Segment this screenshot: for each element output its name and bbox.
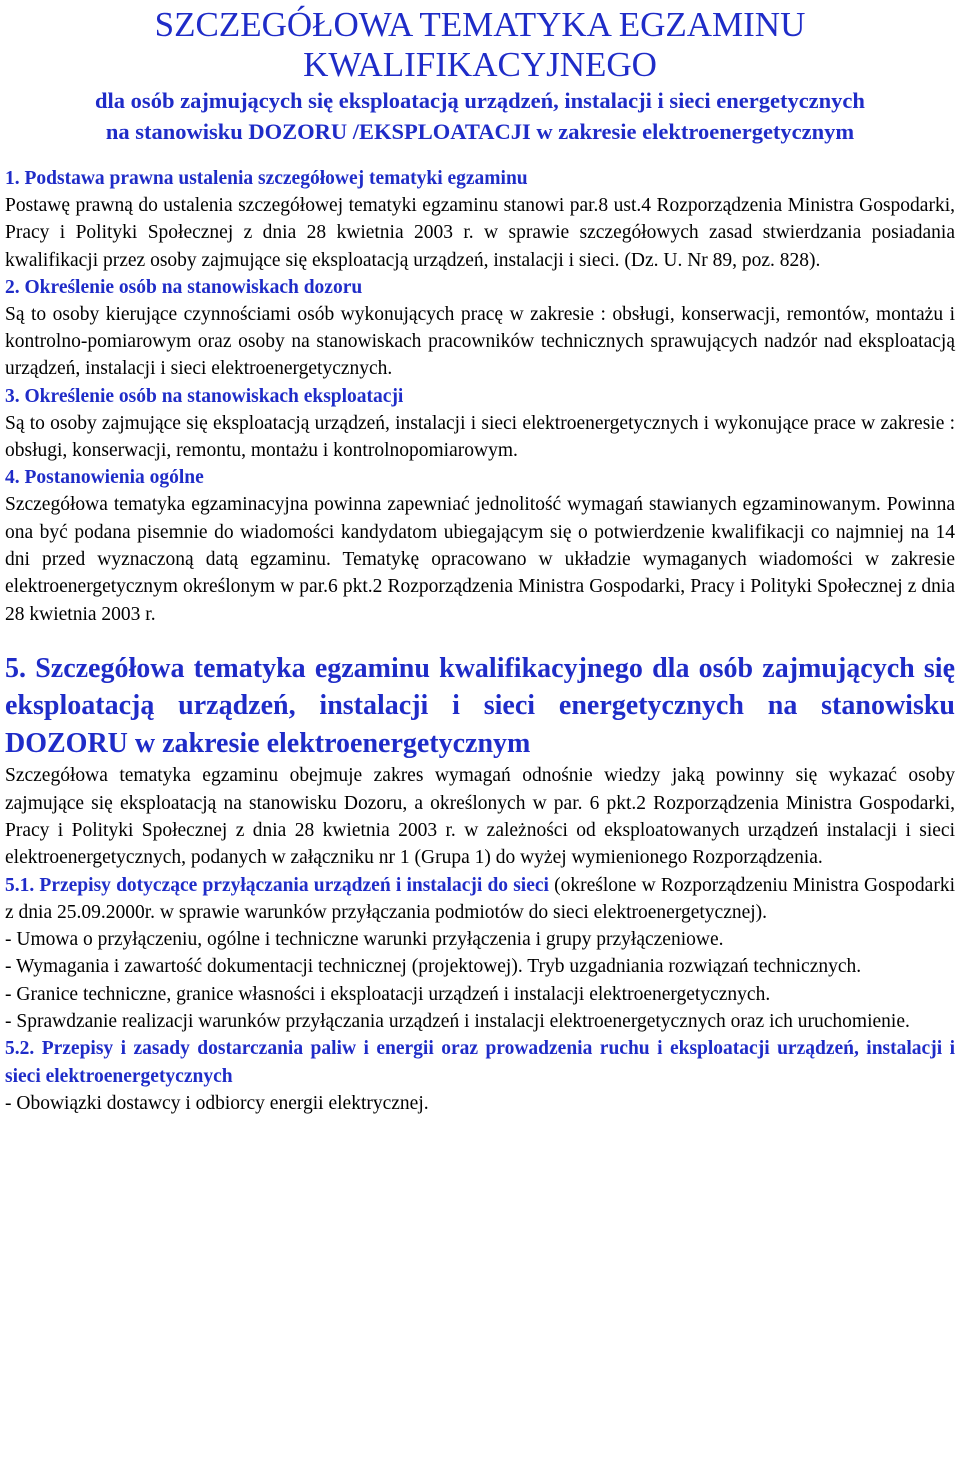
document-title: SZCZEGÓŁOWA TEMATYKA EGZAMINU KWALIFIKACYJNEGO: [154, 5, 806, 84]
subsection-5-1-text: (określone w Rozporządzeniu Ministra Gospodarki z dnia 25.09.2000r. w sprawie warunków przyłączania podmiotów do sieci elektroenergetycznej).: [5, 874, 955, 923]
list-item: - Umowa o przyłączeniu, ogólne i techniczne warunki przyłączenia i grupy przyłączeniowe.: [5, 929, 724, 951]
section-text: Szczegółowa tematyka egzaminacyjna powinna zapewniać jednolitość wymagań stawianych egzaminowanym. Powinna ona być podana pisemnie do wiadomości kandydatom ubiegającym się o potwierdzenie kwalifikacji co najmniej na 14 dni przed wyznaczoną datą egzaminu. Tematykę opracowano w układzie wymaganych wiadomości w zakresie elektroenergetycznym określonym w par.6 pkt.2 Rozporządzenia Ministra Gospodarki, Pracy i Polityki Społecznej z dnia 28 kwietnia 2003 r.: [5, 494, 955, 625]
section-heading: 4. Postanowienia ogólne: [5, 467, 204, 489]
section-5: [5, 650, 955, 1117]
section-heading: 1. Podstawa prawna ustalenia szczegółowej tematyki egzaminu: [5, 168, 528, 189]
section-4: [5, 464, 955, 627]
subsection-5-2-heading: 5.2. Przepisy i zasady dostarczania paliw i energii oraz prowadzenia ruchu i eksploatacji urządzeń, instalacji i sieci elektroenergetycznych: [5, 1038, 955, 1087]
section-text: Postawę prawną do ustalenia szczegółowej tematyki egzaminu stanowi par.8 ust.4 Rozporządzenia Ministra Gospodarki, Pracy i Polityki Społecznej z dnia 28 kwietnia 2003 r. w sprawie szczegółowych zasad stwierdzania posiadania kwalifikacji przez osoby zajmujące się eksploatacją urządzeń, instalacji i sieci. (Dz. U. Nr 89, poz. 828).: [5, 195, 955, 271]
section-5-text: Szczegółowa tematyka egzaminu obejmuje zakres wymagań odnośnie wiedzy jaką powinny się wykazać osoby zajmujące się eksploatacją na stanowisku Dozoru, a określonych w par. 6 pkt.2 Rozporządzenia Ministra Gospodarki, Pracy i Polityki Społecznej z dnia 28 kwietnia 2003 r. w zależności od eksploatowanych urządzeń instalacji i sieci elektroenergetycznych, podanych w załączniku nr 1 (Grupa 1) do wyżej wymienionego Rozporządzenia.: [5, 765, 955, 869]
document-subtitle-line1: dla osób zajmujących się eksploatacją urządzeń, instalacji i sieci energetycznych: [95, 88, 865, 113]
document-subtitle-line2: na stanowisku DOZORU /EKSPLOATACJI w zakresie elektroenergetycznym: [105, 119, 855, 144]
subsection-5-2: [5, 1035, 955, 1090]
section-heading: 2. Określenie osób na stanowiskach dozoru: [5, 276, 363, 298]
section-text: Są to osoby zajmujące się eksploatacją urządzeń, instalacji i sieci elektroenergetycznych i wykonujące prace w zakresie : obsługi, konserwacji, remontu, montażu i kontrolnopomiarowym.: [5, 412, 955, 462]
list-item: - Wymagania i zawartość dokumentacji technicznej (projektowej). Tryb uzgadniania rozwiązań technicznych.: [5, 956, 862, 978]
document-page: [5, 0, 955, 1117]
section-heading: 3. Określenie osób na stanowiskach eksploatacji: [5, 385, 404, 407]
subsection-5-1-heading: 5.1. Przepisy dotyczące przyłączania urządzeń i instalacji do sieci: [5, 874, 549, 896]
section-2: [5, 274, 955, 383]
section-text: Są to osoby kierujące czynnościami osób wykonujących pracę w zakresie : obsługi, konserwacji, remontów, montażu i kontrolno-pomiarowym oraz osoby na stanowiskach pracowników technicznych sprawujących nadzór nad eksploatacją urządzeń, instalacji i sieci elektroenergetycznych.: [5, 303, 955, 380]
list-item: - Granice techniczne, granice własności i eksploatacji urządzeń i instalacji elektroenergetycznych.: [5, 983, 771, 1005]
list-item: - Obowiązki dostawcy i odbiorcy energii elektrycznej.: [5, 1092, 429, 1114]
section-3: [5, 383, 955, 465]
list-item: - Sprawdzanie realizacji warunków przyłączania urządzeń i instalacji elektroenergetycznych oraz ich uruchomienie.: [5, 1011, 910, 1033]
section-1: [5, 165, 955, 274]
section-5-heading: 5. Szczegółowa tematyka egzaminu kwalifikacyjnego dla osób zajmujących się eksploatacją urządzeń, instalacji i sieci energetycznych na stanowisku DOZORU w zakresie elektroenergetycznym: [5, 652, 955, 759]
subsection-5-1: [5, 872, 955, 927]
